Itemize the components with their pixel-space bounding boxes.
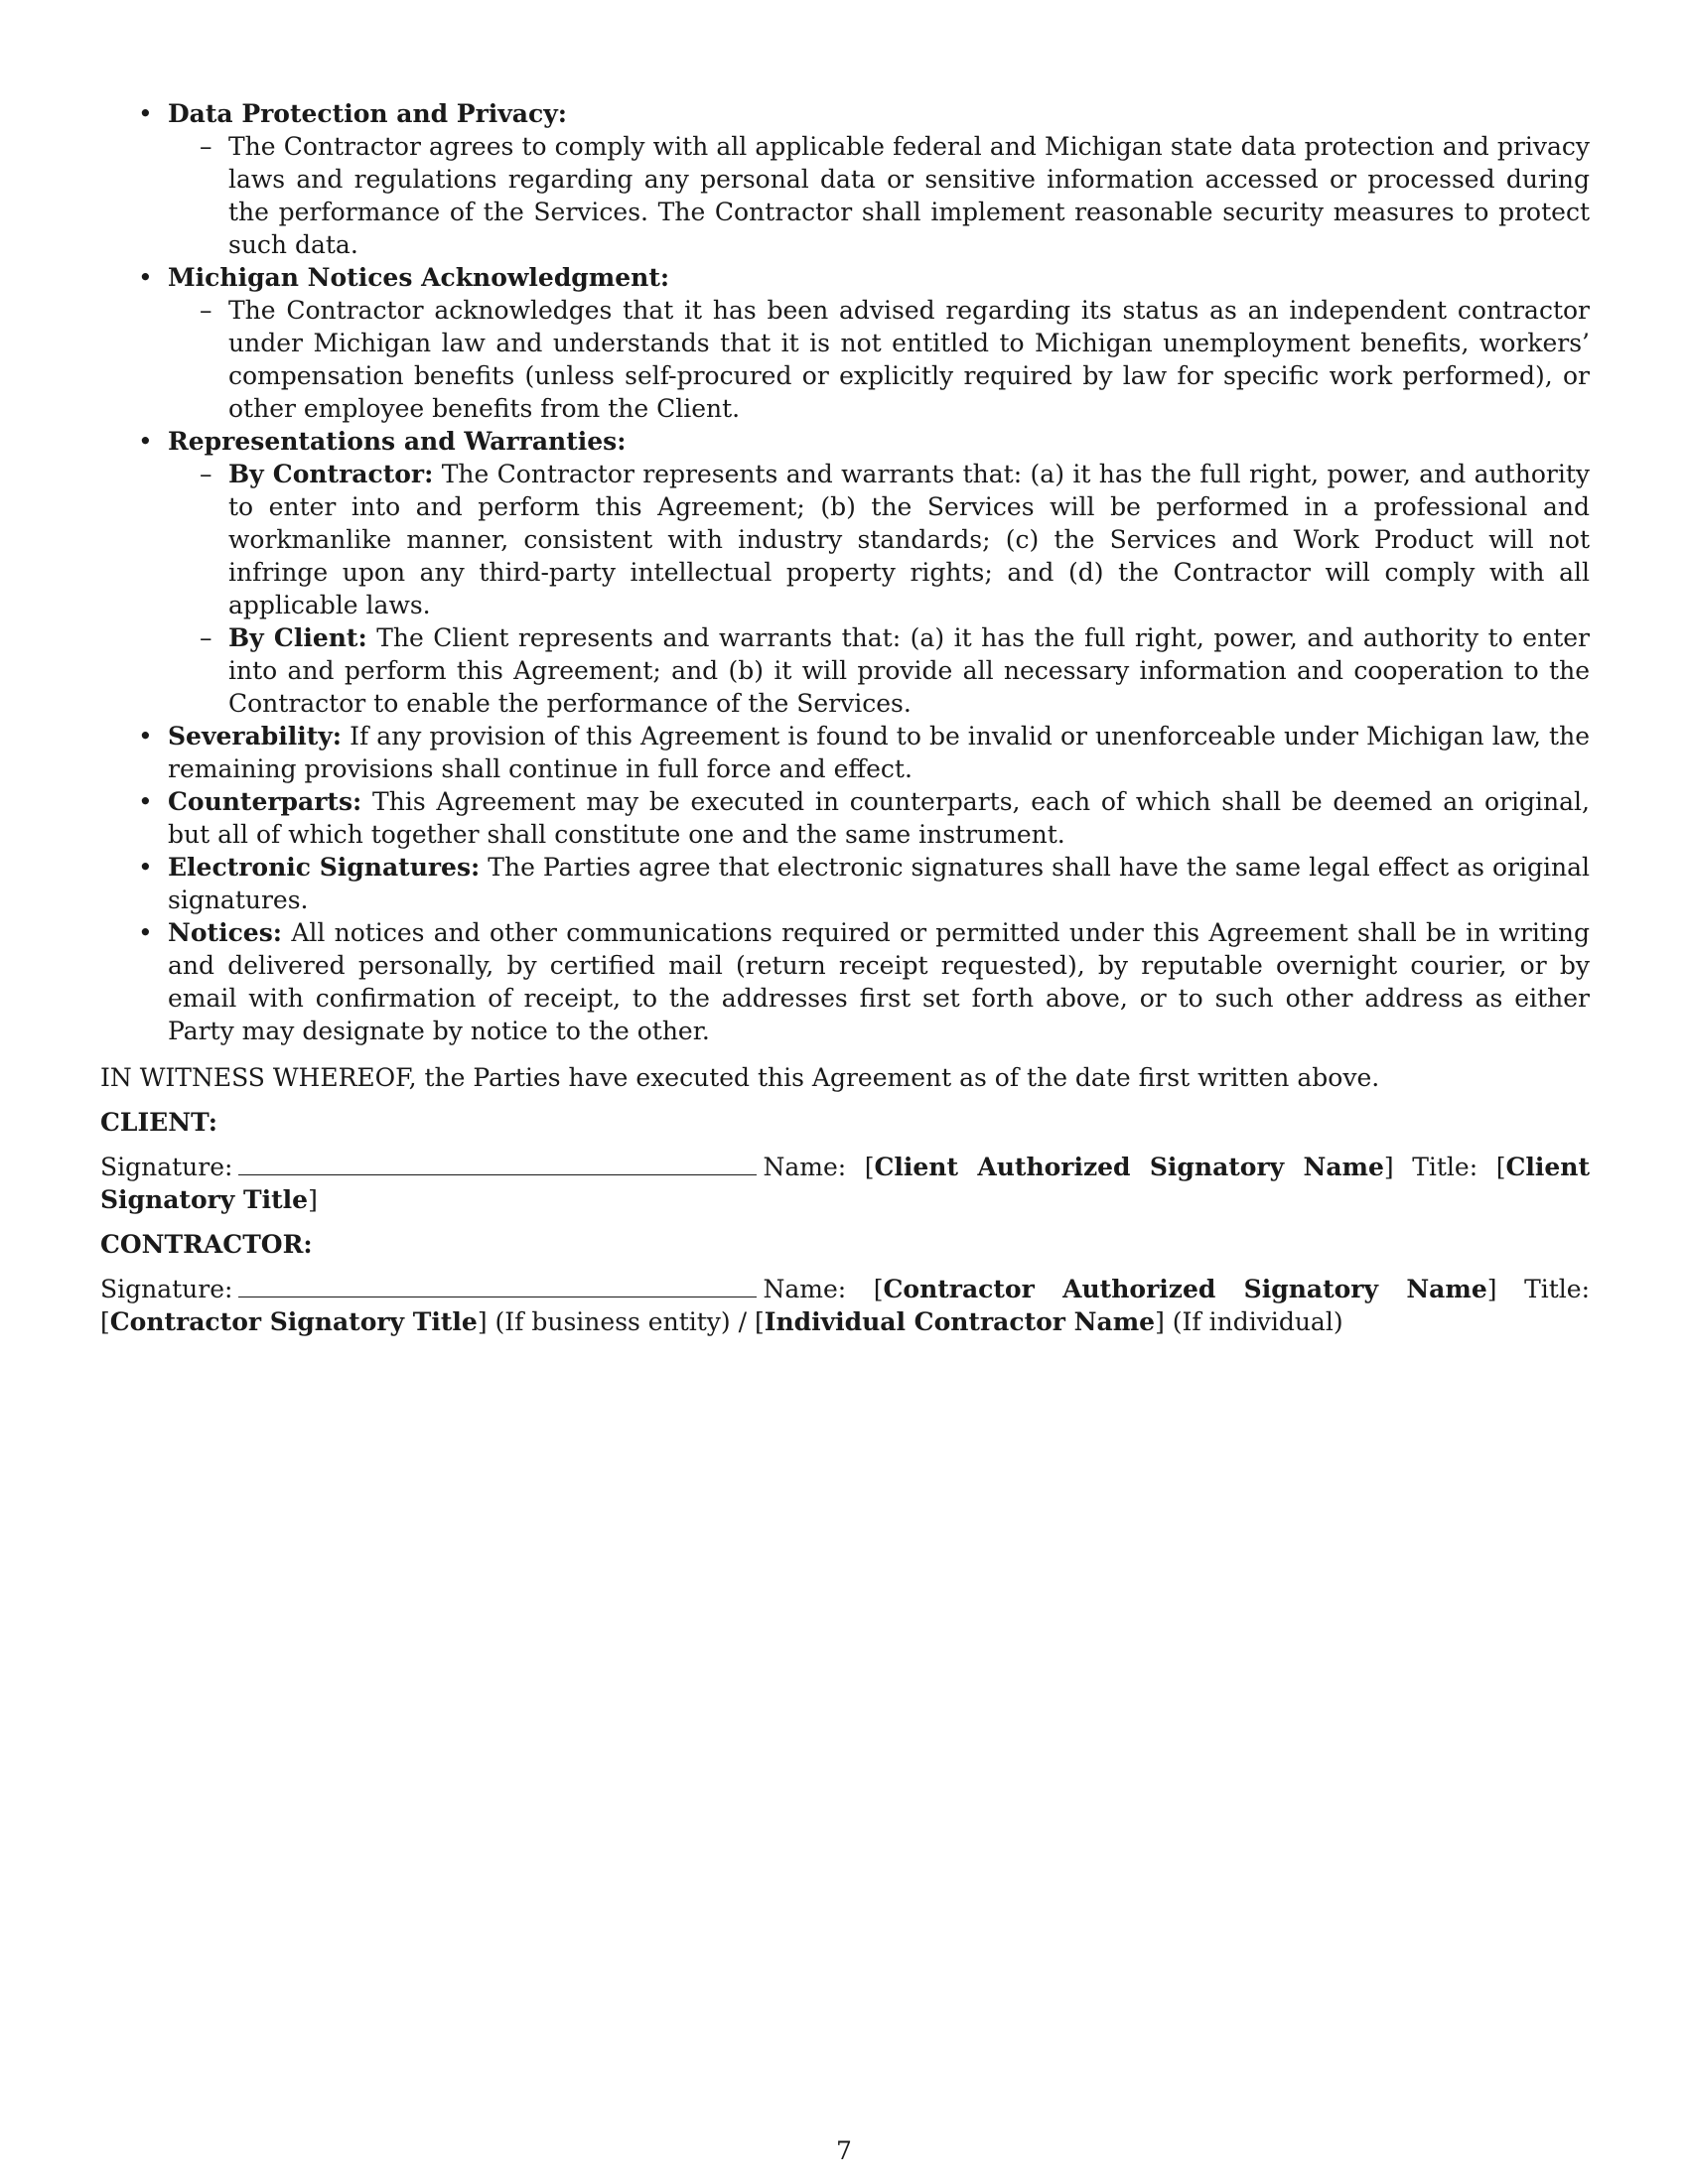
clause-subitem: – The Contractor acknowledges that it has been advised regarding its status as an independent contractor under Michigan law and understands that it is not entitled to Michigan unemployment benefits, workers’ compensation benefits (unless self-procured or explicitly required by law for specific work performed), or other employee benefits from the Client.	[168, 294, 1590, 425]
contractor-title-placeholder: Contractor Signatory Title	[109, 1307, 478, 1336]
clause-notices	[100, 916, 1590, 1047]
signature-label: Signature:	[100, 1153, 233, 1181]
client-title-placeholder: Client Signatory Title	[100, 1153, 1590, 1214]
name-label: Name:	[763, 1275, 847, 1303]
clause-severability	[100, 720, 1590, 785]
subitem-text: The Contractor represents and warrants that: (a) it has the full right, power, and authority to enter into and perform this Agreement; (b) the Services will be performed in a professional and workmanlike manner, consistent with industry standards; (c) the Services and Work Product will not infringe upon any third-party intellectual property rights; and (d) the Contractor will comply with all applicable laws.	[228, 460, 1590, 619]
clause-text: The Parties agree that electronic signatures shall have the same legal effect as original signatures.	[168, 853, 1590, 914]
subitem-text: The Client represents and warrants that: (a) it has the full right, power, and authority to enter into and perform this Agreement; and (b) it will provide all necessary information and cooperation to the Contractor to enable the performance of the Services.	[228, 623, 1590, 718]
title-label: Title:	[1524, 1275, 1590, 1303]
clause-subitem: – The Contractor agrees to comply with all applicable federal and Michigan state data protection and privacy laws and regulations regarding any personal data or sensitive information accessed or processed during the performance of the Services. The Contractor shall implement reasonable security measures to protect such data.	[168, 130, 1590, 261]
clause-michigan-notices	[100, 261, 1590, 425]
witness-statement: IN WITNESS WHEREOF, the Parties have executed this Agreement as of the date first written above.	[100, 1063, 1380, 1092]
clause-text: This Agreement may be executed in counterparts, each of which shall be deemed an original, but all of which together shall constitute one and the same instrument.	[168, 787, 1590, 849]
contractor-heading: CONTRACTOR:	[100, 1230, 313, 1259]
individual-note: (If individual)	[1172, 1307, 1343, 1336]
individual-name-placeholder: Individual Contractor Name	[764, 1307, 1156, 1336]
clause-text: If any provision of this Agreement is found to be invalid or unenforceable under Michigan law, the remaining provisions shall continue in full force and effect.	[168, 722, 1590, 783]
clause-text: All notices and other communications required or permitted under this Agreement shall be in writing and delivered personally, by certified mail (return receipt requested), by reputable overnight courier, or by email with confirmation of receipt, to the addresses first set forth above, or to such other address as either Party may designate by notice to the other.	[168, 918, 1590, 1045]
clause-counterparts	[100, 785, 1590, 851]
clause-list	[100, 97, 1590, 1047]
title-label: Title:	[1412, 1153, 1478, 1181]
clause-heading: Data Protection and Privacy:	[168, 99, 567, 128]
document-page	[100, 97, 1590, 1338]
subitem-label: By Contractor:	[228, 460, 434, 488]
subitem-label: By Client:	[228, 623, 367, 652]
page-number: 7	[836, 2136, 852, 2165]
clause-heading: Representations and Warranties:	[168, 427, 627, 456]
clause-data-protection	[100, 97, 1590, 261]
contractor-signature-block: Signature: Name: [Contractor Authorized Signatory Name] Title: [Contractor Signatory Title] (If business entity) / [Individual Contractor Name] (If individual)	[100, 1275, 1590, 1336]
client-name-placeholder: Client Authorized Signatory Name	[874, 1153, 1384, 1181]
clause-label: Electronic Signatures:	[168, 853, 481, 882]
clause-label: Counterparts:	[168, 787, 362, 816]
client-signature-line[interactable]	[238, 1153, 757, 1175]
clause-electronic-signatures	[100, 851, 1590, 916]
contractor-signature-line[interactable]	[238, 1275, 757, 1297]
signature-label: Signature:	[100, 1275, 233, 1303]
clause-label: Notices:	[168, 918, 283, 947]
clause-subitem-by-client	[168, 621, 1590, 720]
title-note: (If business entity) /	[494, 1307, 748, 1336]
client-signature-block: Signature: Name: [Client Authorized Signatory Name] Title: [Client Signatory Title]	[100, 1153, 1590, 1214]
clause-label: Severability:	[168, 722, 343, 751]
clause-subitem-by-contractor	[168, 458, 1590, 621]
clause-representations	[100, 425, 1590, 720]
clause-heading: Michigan Notices Acknowledgment:	[168, 263, 670, 292]
client-heading: CLIENT:	[100, 1108, 218, 1137]
contractor-name-placeholder: Contractor Authorized Signatory Name	[883, 1275, 1487, 1303]
name-label: Name:	[763, 1153, 847, 1181]
